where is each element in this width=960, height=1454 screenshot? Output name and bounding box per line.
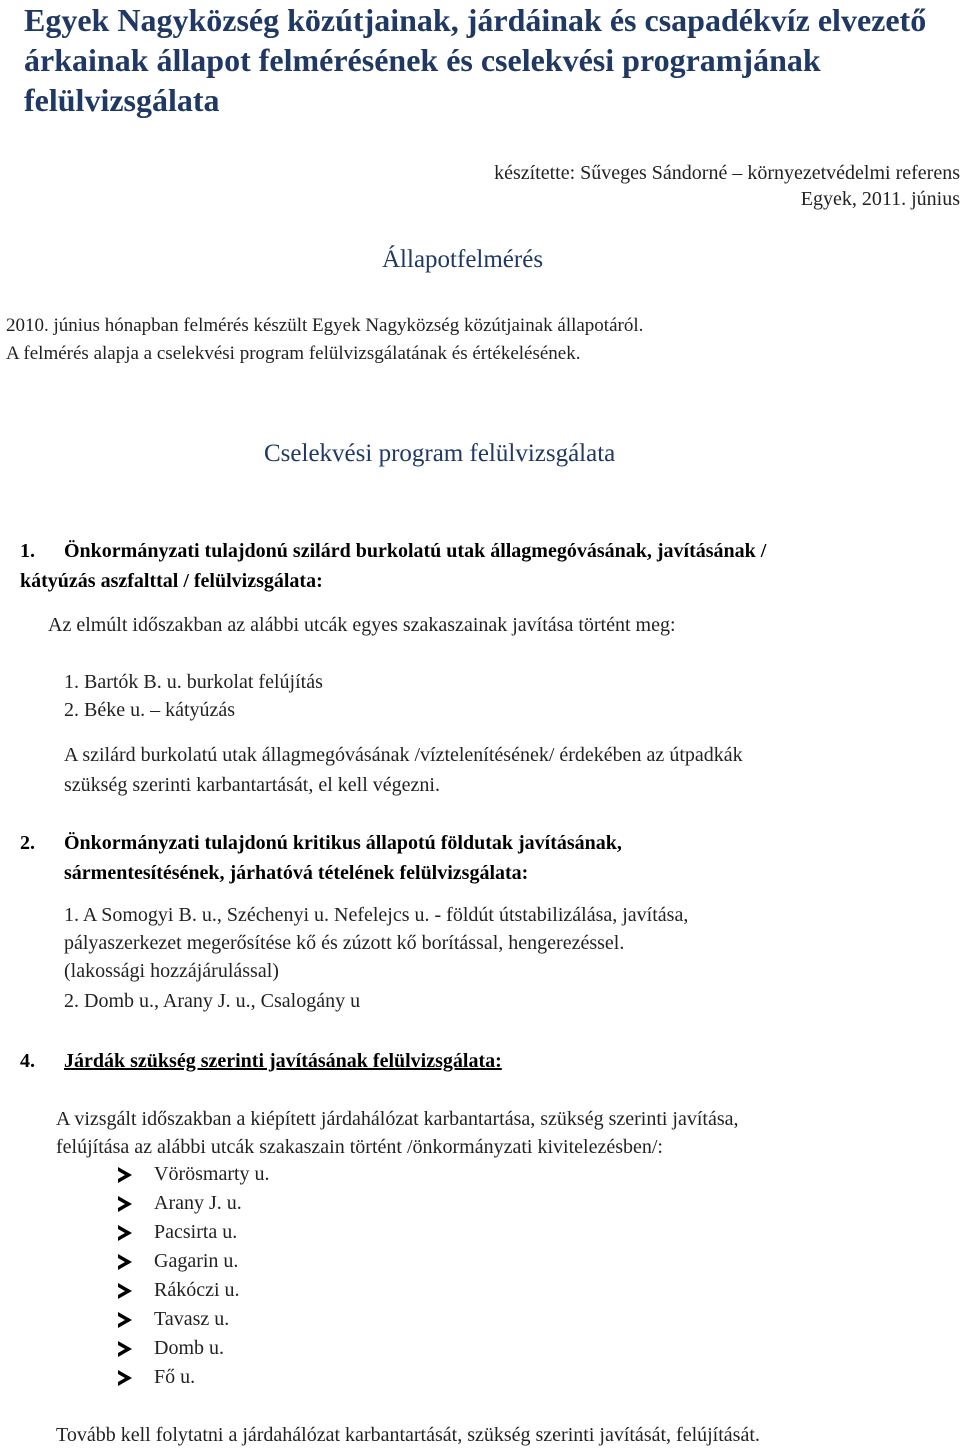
arrow-bullet-icon [118,1312,132,1328]
list-item: Domb u. [118,1334,270,1363]
section-2-line-2: pályaszerkezet megerősítése kő és zúzott kő borítással, hengerezéssel. [64,932,625,954]
section-1-note-line-2: szükség szerinti karbantartását, el kell végezni. [64,774,440,796]
list-item: Tavasz u. [118,1305,270,1334]
section-1-lead: Az elmúlt időszakban az alábbi utcák egyes szakaszainak javítása történt meg: [48,614,676,636]
arrow-bullet-icon [118,1167,132,1183]
section-4-title: Járdák szükség szerinti javításának felülvizsgálata: [64,1050,502,1072]
list-item: Vörösmarty u. [118,1160,270,1189]
section-2-line-1: 1. A Somogyi B. u., Széchenyi u. Nefelejcs u. - földút útstabilizálása, javítása, [64,904,689,926]
section-4-closing: Tovább kell folytatni a járdahálózat karbantartását, szükség szerinti javítását, felújítását. [56,1424,760,1446]
list-item: Gagarin u. [118,1247,270,1276]
document-title: Egyek Nagyközség közútjainak, járdáinak és csapadékvíz elvezető árkainak állapot felmérésének és cselekvési programjának felülvizsgálata [24,2,927,118]
section-2-title-line-1: Önkormányzati tulajdonú kritikus állapotú földutak javításának, [64,832,622,854]
section-1-title-line-2: kátyúzás aszfalttal / felülvizsgálata: [20,570,323,592]
section-1-note-line-1: A szilárd burkolatú utak állagmegóvásának /víztelenítésének/ érdekében az útpadkák [64,744,743,766]
heading-allapotfelmeres: Állapotfelmérés [382,246,544,273]
heading-cselekvesi-program: Cselekvési program felülvizsgálata [264,440,616,467]
list-item: Arany J. u. [118,1189,270,1218]
author-line: készítette: Sűveges Sándorné – környezetvédelmi referens [494,162,960,184]
section-1-title-line-1: Önkormányzati tulajdonú szilárd burkolatú utak állagmegóvásának, javításának / [64,540,767,562]
arrow-bullet-icon [118,1196,132,1212]
section-2-line-4: 2. Domb u., Arany J. u., Csalogány u [64,990,361,1012]
intro-paragraph [6,312,643,368]
arrow-bullet-icon [118,1283,132,1299]
intro-line-2: A felmérés alapja a cselekvési program felülvizsgálatának és értékelésének. [6,343,581,364]
section-2-number: 2. [20,832,35,854]
section-2-line-3: (lakossági hozzájárulással) [64,960,279,982]
section-1-item-1: 1. Bartók B. u. burkolat felújítás [64,671,323,693]
arrow-bullet-icon [118,1370,132,1386]
place-date: Egyek, 2011. június [800,188,960,210]
section-1-item-2: 2. Béke u. – kátyúzás [64,699,236,721]
section-4-number: 4. [20,1050,35,1072]
section-4-lead-line-1: A vizsgált időszakban a kiépített járdahálózat karbantartása, szükség szerinti javítása, [56,1108,739,1130]
arrow-bullet-icon [118,1341,132,1357]
section-1-number: 1. [20,540,35,562]
street-list [118,1160,270,1392]
intro-line-1: 2010. június hónapban felmérés készült Egyek Nagyközség közútjainak állapotáról. [6,315,644,336]
list-item: Rákóczi u. [118,1276,270,1305]
section-2-title-line-2: sármentesítésének, járhatóvá tételének felülvizsgálata: [64,862,529,884]
list-item: Pacsirta u. [118,1218,270,1247]
section-4-lead-line-2: felújítása az alábbi utcák szakaszain történt /önkormányzati kivitelezésben/: [56,1136,663,1158]
list-item: Fő u. [118,1363,270,1392]
arrow-bullet-icon [118,1225,132,1241]
arrow-bullet-icon [118,1254,132,1270]
